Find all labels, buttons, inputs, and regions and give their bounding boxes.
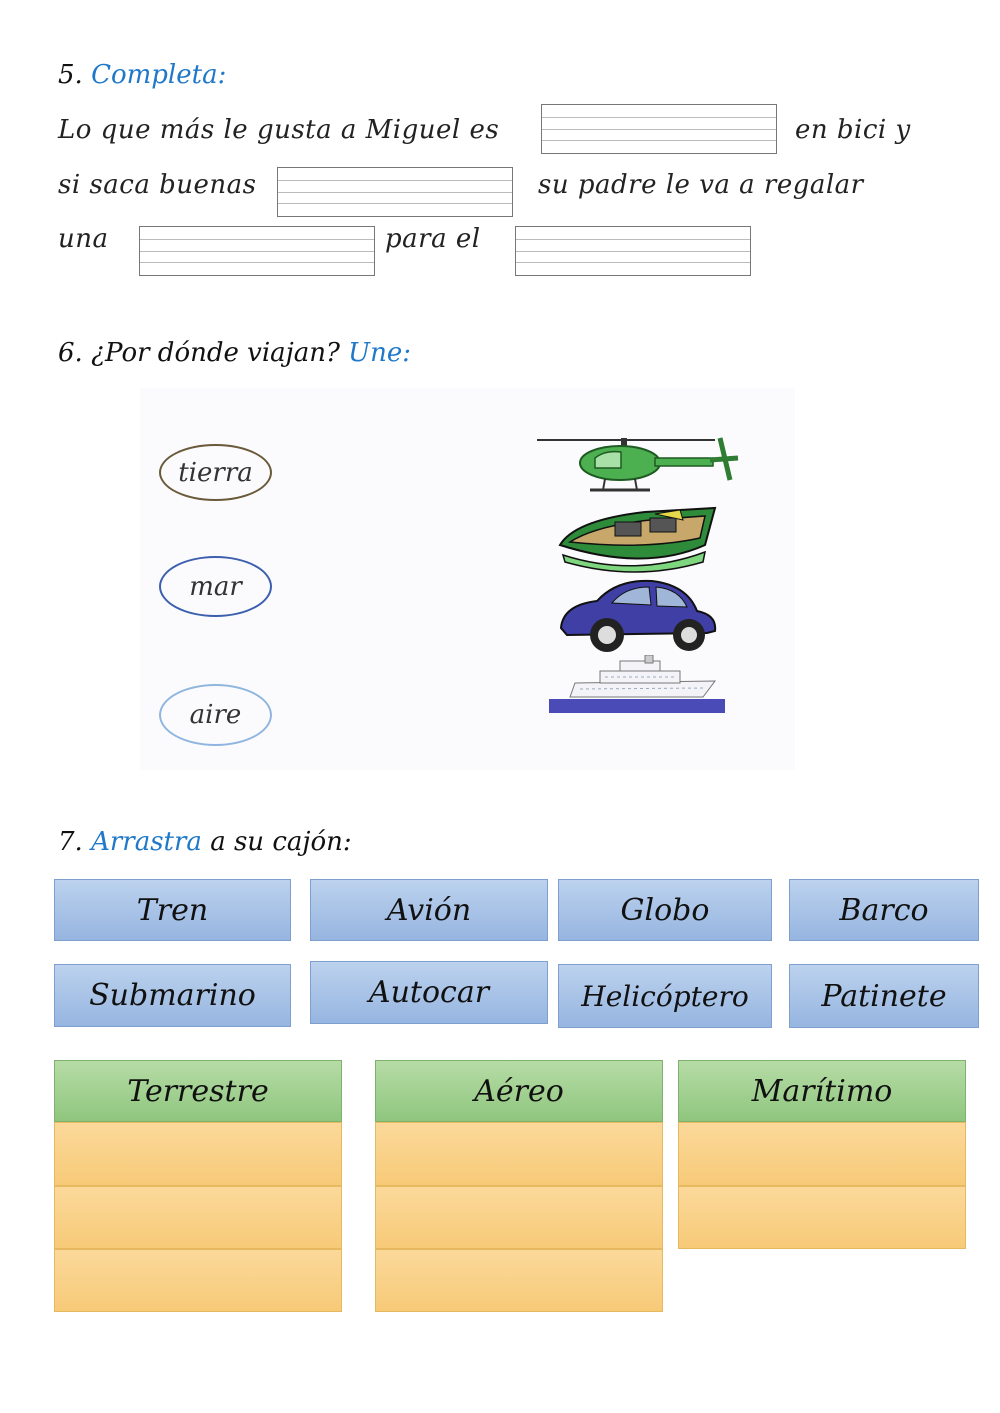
exercise-7-title [58, 827, 352, 857]
oval-tierra-label: tierra [178, 457, 253, 488]
draggable-card-tren[interactable]: Tren [54, 879, 291, 941]
drop-slot-terrestre-3[interactable] [54, 1249, 342, 1312]
exercise-7-number: 7. [58, 827, 83, 857]
oval-mar[interactable] [159, 556, 272, 617]
helicopter-icon[interactable] [535, 430, 740, 500]
draggable-card-barco[interactable]: Barco [789, 879, 979, 941]
drop-slot-maritimo-1[interactable] [678, 1122, 966, 1186]
drop-slot-terrestre-1[interactable] [54, 1122, 342, 1186]
exercise-6-title [58, 338, 411, 368]
sentence-line-3-start: una [58, 224, 109, 254]
oval-tierra[interactable] [159, 444, 272, 501]
sentence-line-3-middle: para el [385, 224, 481, 254]
exercise-7-instruction-rest: a su cajón: [210, 827, 352, 857]
exercise-5-title [58, 60, 226, 90]
exercise-7-instruction-verb: Arrastra [91, 827, 202, 857]
blank-input-2[interactable] [277, 167, 513, 217]
oval-aire-label: aire [189, 700, 242, 730]
drop-slot-aereo-3[interactable] [375, 1249, 663, 1312]
exercise-6-number: 6. [58, 338, 83, 368]
draggable-card-patinete[interactable]: Patinete [789, 964, 979, 1028]
draggable-card-autocar[interactable]: Autocar [310, 961, 548, 1024]
car-icon[interactable] [557, 573, 719, 658]
drop-slot-terrestre-2[interactable] [54, 1186, 342, 1249]
blank-input-4[interactable] [515, 226, 751, 276]
category-header-aereo: Aéreo [375, 1060, 663, 1122]
exercise-6-instruction: Une: [348, 338, 411, 368]
oval-aire[interactable] [159, 684, 272, 746]
sentence-line-2-end: su padre le va a regalar [538, 170, 864, 200]
sentence-line-2-start: si saca buenas [58, 170, 257, 200]
draggable-card-globo[interactable]: Globo [558, 879, 772, 941]
boat-icon[interactable] [555, 500, 720, 580]
draggable-card-avion[interactable]: Avión [310, 879, 548, 941]
blank-input-3[interactable] [139, 226, 375, 276]
drop-slot-maritimo-2[interactable] [678, 1186, 966, 1249]
drop-slot-aereo-2[interactable] [375, 1186, 663, 1249]
category-header-maritimo: Marítimo [678, 1060, 966, 1122]
drop-slot-aereo-1[interactable] [375, 1122, 663, 1186]
sentence-line-1-start: Lo que más le gusta a Miguel es [58, 115, 500, 145]
draggable-card-helicoptero[interactable]: Helicóptero [558, 964, 772, 1028]
sentence-line-1-end: en bici y [795, 115, 911, 145]
exercise-5-instruction: Completa: [91, 60, 227, 90]
exercise-6-question: ¿Por dónde viajan? [91, 338, 340, 368]
blank-input-1[interactable] [541, 104, 777, 154]
category-header-terrestre: Terrestre [54, 1060, 342, 1122]
draggable-card-submarino[interactable]: Submarino [54, 964, 291, 1027]
exercise-5-number: 5. [58, 60, 83, 90]
oval-mar-label: mar [189, 571, 242, 602]
ship-icon[interactable] [545, 655, 727, 715]
